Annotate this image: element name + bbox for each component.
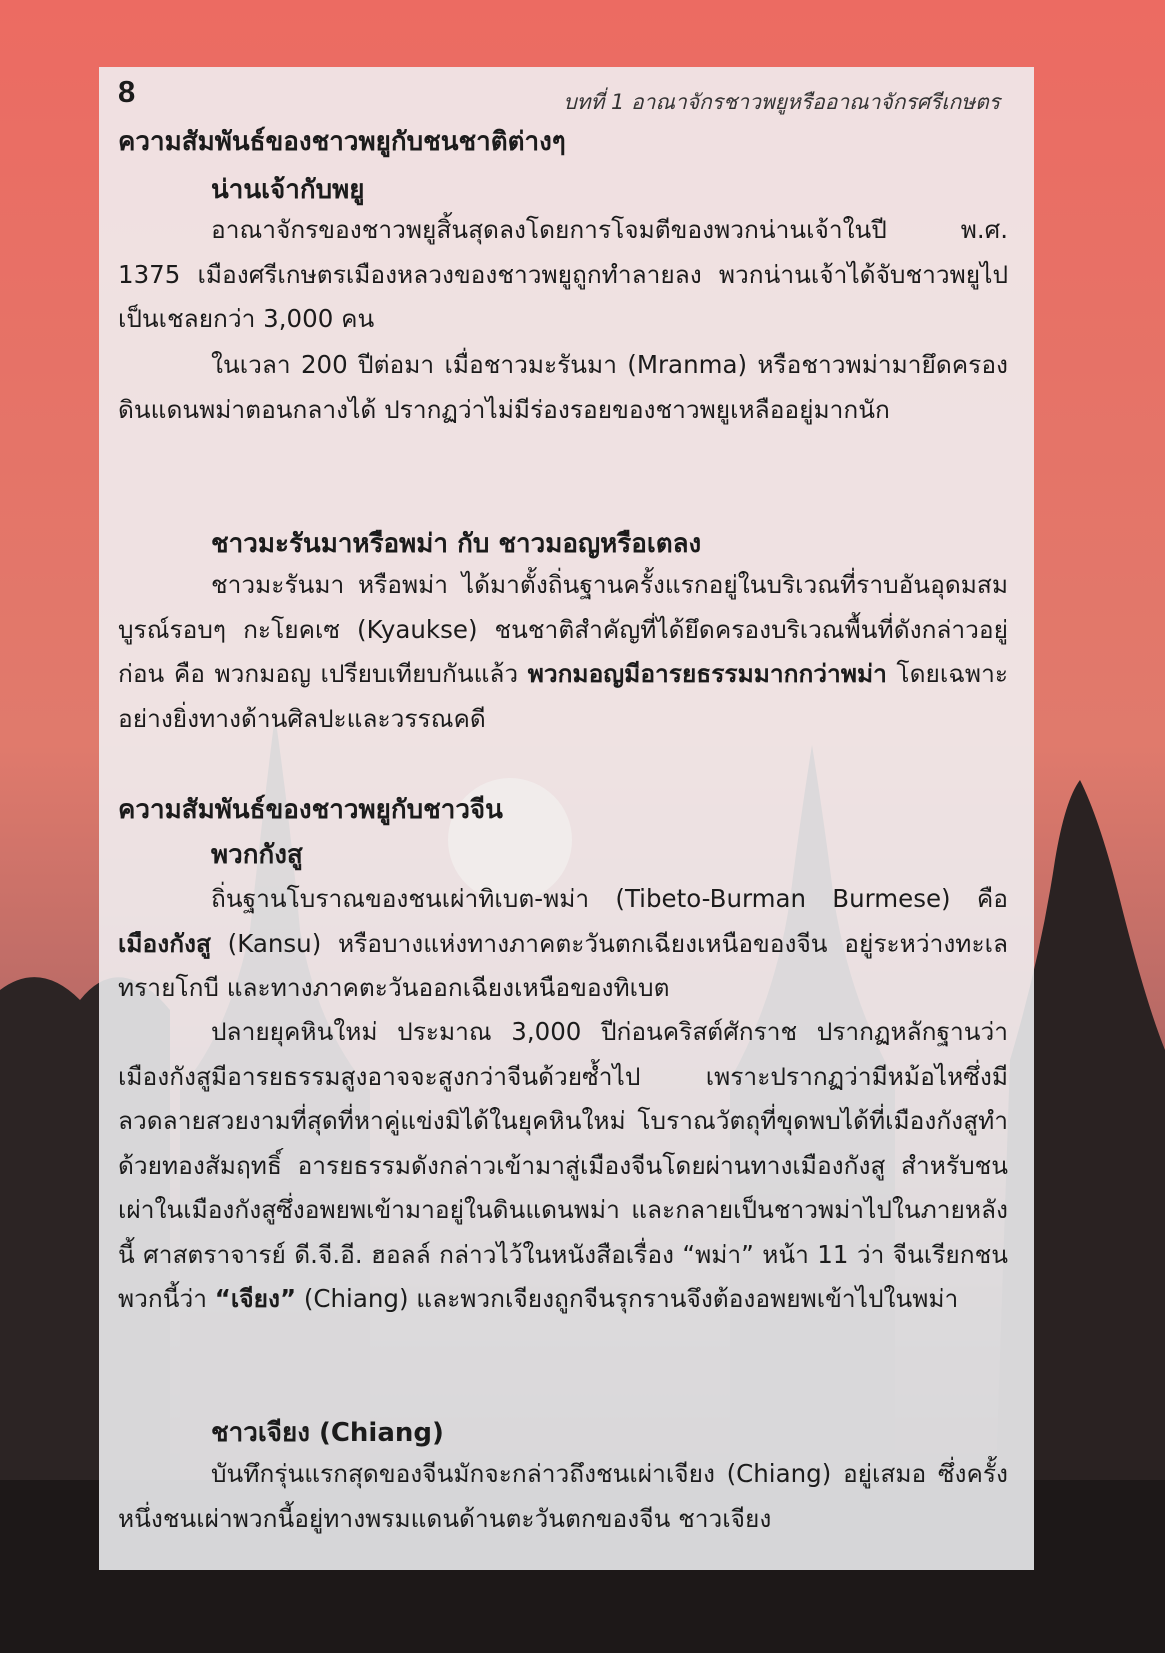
paragraph-kansu-1: ถิ่นฐานโบราณของชนเผ่าทิเบต-พม่า (Tibeto-Burman Burmese) คือ เมืองกังสู (Kansu) หรือบางแห่งทางภาคตะวันตกเฉียงเหนือของจีน อยู่ระหว่างทะเลทรายโกบี และทางภาคตะวันออกเฉียงเหนือของทิเบต <box>118 884 1008 1002</box>
section-heading-peoples: ความสัมพันธ์ของชาวพยูกับชนชาติต่างๆ <box>118 127 566 157</box>
paragraph-mranma-mon: ชาวมะรันมา หรือพม่า ได้มาตั้งถิ่นฐานครั้งแรกอยู่ในบริเวณที่ราบอันอุดมสมบูรณ์รอบๆ กะโยคเซ (Kyaukse) ชนชาติสำคัญที่ได้ยึดครองบริเวณพื้นที่ดังกล่าวอยู่ก่อน คือ พวกมอญ เปรียบเทียบกันแล้ว พวกมอญมีอารยธรรมมากกว่าพม่า โดยเฉพาะอย่างยิ่งทางด้านศิลปะและวรรณคดี <box>118 570 1008 733</box>
paragraph-nanzhao-2: ในเวลา 200 ปีต่อมา เมื่อชาวมะรันมา (Mranma) หรือชาวพม่ามายึดครองดินแดนพม่าตอนกลางได้ ปรากฏว่าไม่มีร่องรอยของชาวพยูเหลืออยู่มากนัก <box>118 350 1008 424</box>
subheading-kansu: พวกกังสู <box>211 840 303 870</box>
running-head: บทที่ 1 อาณาจักรชาวพยูหรืออาณาจักรศรีเกษตร <box>563 90 1000 114</box>
paragraph-kansu-2: ปลายยุคหินใหม่ ประมาณ 3,000 ปีก่อนคริสต์ศักราช ปรากฏหลักฐานว่า เมืองกังสูมีอารยธรรมสูงอาจจะสูงกว่าจีนด้วยซ้ำไป เพราะปรากฏว่ามีหม้อไหซึ่งมีลวดลายสวยงามที่สุดที่หาคู่แข่งมิได้ในยุคหินใหม่ โบราณวัตถุที่ขุดพบได้ที่เมืองกังสูทำด้วยทองสัมฤทธิ์ อารยธรรมดังกล่าวเข้ามาสู่เมืองจีนโดยผ่านทางเมืองกังสู สำหรับชนเผ่าในเมืองกังสูซึ่งอพยพเข้ามาอยู่ในดินแดนพม่า และกลายเป็นชาวพม่าไปในภายหลังนี้ ศาสตราจารย์ ดี.จี.อี. ฮอลล์ กล่าวไว้ในหนังสือเรื่อง “พม่า” หน้า 11 ว่า จีนเรียกชนพวกนี้ว่า “เจียง” (Chiang) และพวกเจียงถูกจีนรุกรานจึงต้องอพยพเข้าไปในพม่า <box>118 1017 1008 1313</box>
subheading-chiang: ชาวเจียง (Chiang) <box>211 1418 444 1448</box>
emphasis-kansu: เมืองกังสู <box>118 928 211 958</box>
emphasis-mon-civilization: พวกมอญมีอารยธรรมมากกว่าพม่า <box>527 659 887 688</box>
subheading-nanzhao: น่านเจ้ากับพยู <box>211 175 365 205</box>
emphasis-chiang: “เจียง” <box>214 1284 297 1313</box>
paragraph-chiang: บันทึกรุ่นแรกสุดของจีนมักจะกล่าวถึงชนเผ่าเจียง (Chiang) อยู่เสมอ ซึ่งครั้งหนึ่งชนเผ่าพวกนี้อยู่ทางพรมแดนด้านตะวันตกของจีน ชาวเจียง <box>118 1459 1008 1533</box>
page-number: 8 <box>118 74 136 109</box>
paragraph-nanzhao-1: อาณาจักรของชาวพยูสิ้นสุดลงโดยการโจมตีของพวกน่านเจ้าในปี พ.ศ. 1375 เมืองศรีเกษตรเมืองหลวงของชาวพยูถูกทำลายลง พวกน่านเจ้าได้จับชาวพยูไปเป็นเชลยกว่า 3,000 คน <box>118 215 1008 333</box>
subheading-mranma-mon: ชาวมะรันมาหรือพม่า กับ ชาวมอญหรือเตลง <box>211 529 702 559</box>
section-heading-chinese: ความสัมพันธ์ของชาวพยูกับชาวจีน <box>118 795 503 825</box>
